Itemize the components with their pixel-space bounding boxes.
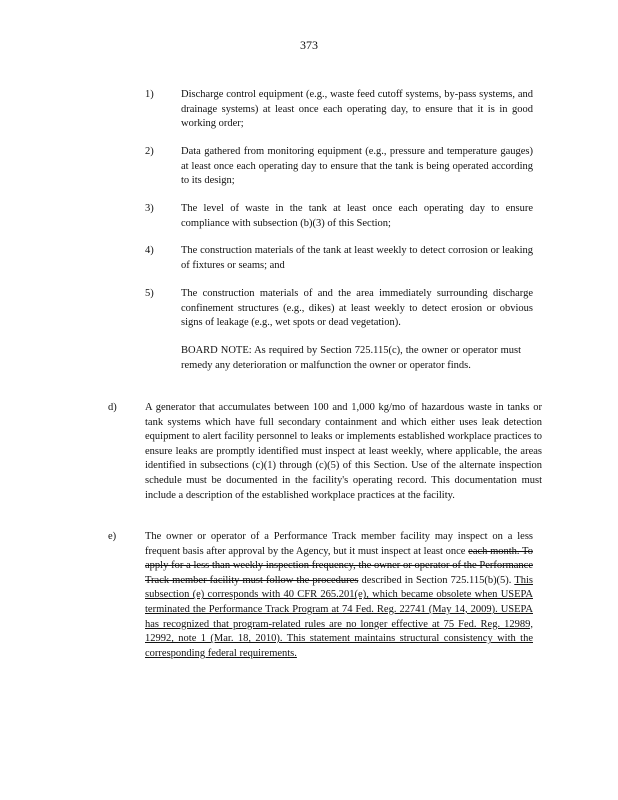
inserted-text: This subsection (e) corresponds with 40 CFR 265.201(e), which became obsolete when USEPA terminated the Performance Track Program at 74 Fed. Reg. 22741 (May 14, 2009). USEPA has recognized that program-related rules are no longer effective at 75 Fed. Reg. 12989, 12992, note 1 (Mar. 18, 2010). This statement maintains structural consistency with the corresponding federal requirements. bbox=[145, 574, 533, 659]
plain-text: described in Section 725.115(b)(5). bbox=[358, 574, 515, 586]
paragraph-e-text bbox=[145, 530, 533, 661]
item-number: 1) bbox=[145, 89, 154, 100]
item-text: The construction materials of the tank at least weekly to detect corrosion or leaking of fixtures or seams; and bbox=[181, 245, 533, 271]
item-number: 5) bbox=[145, 288, 154, 299]
struck-text: each month. To apply for a less than weekly inspection frequency, the owner or operator of the Performance Track member facility must follow the procedures bbox=[145, 545, 533, 586]
item-text: Data gathered from monitoring equipment (e.g., pressure and temperature gauges) at least once each operating day to ensure that the tank is being operated according to its design; bbox=[181, 146, 533, 187]
page-number: 373 bbox=[300, 38, 318, 52]
item-number: 2) bbox=[145, 146, 154, 157]
paragraph-number: e) bbox=[108, 531, 117, 542]
item-number: 3) bbox=[145, 203, 154, 214]
paragraph-d-text: A generator that accumulates between 100 and 1,000 kg/mo of hazardous waste in tanks or tank systems which have full secondary containment and which either uses leak detection equipment to alert facility personnel to leaks or implements established workplace practices to ensure leaks are promptly identified must inspect at least weekly, where applicable, the areas identified in subsections (c)(1) through (c)(5) of this Section. Use of the alternate inspection schedule must be documented in the facility's operating record. This documentation must include a description of the established workplace practices at the facility. bbox=[145, 402, 542, 501]
paragraph-number: d) bbox=[108, 402, 117, 413]
plain-text: The owner or operator of a Performance Track member facility may inspect on a less frequent basis after approval by the Agency, but it must inspect at least once bbox=[145, 531, 533, 557]
item-text: The level of waste in the tank at least once each operating day to ensure compliance with subsection (b)(3) of this Section; bbox=[181, 203, 533, 229]
item-text: The construction materials of and the area immediately surrounding discharge confinement structures (e.g., dikes) at least weekly to detect erosion or obvious signs of leakage (e.g., wet spots or dead vegetation). bbox=[181, 288, 533, 329]
item-text: Discharge control equipment (e.g., waste feed cutoff systems, by-pass systems, and drainage systems) at least once each operating day, to ensure that it is in good working order; bbox=[181, 89, 533, 130]
item-number: 4) bbox=[145, 245, 154, 256]
board-note: BOARD NOTE: As required by Section 725.115(c), the owner or operator must remedy any deterioration or malfunction the owner or operator finds. bbox=[181, 345, 521, 371]
